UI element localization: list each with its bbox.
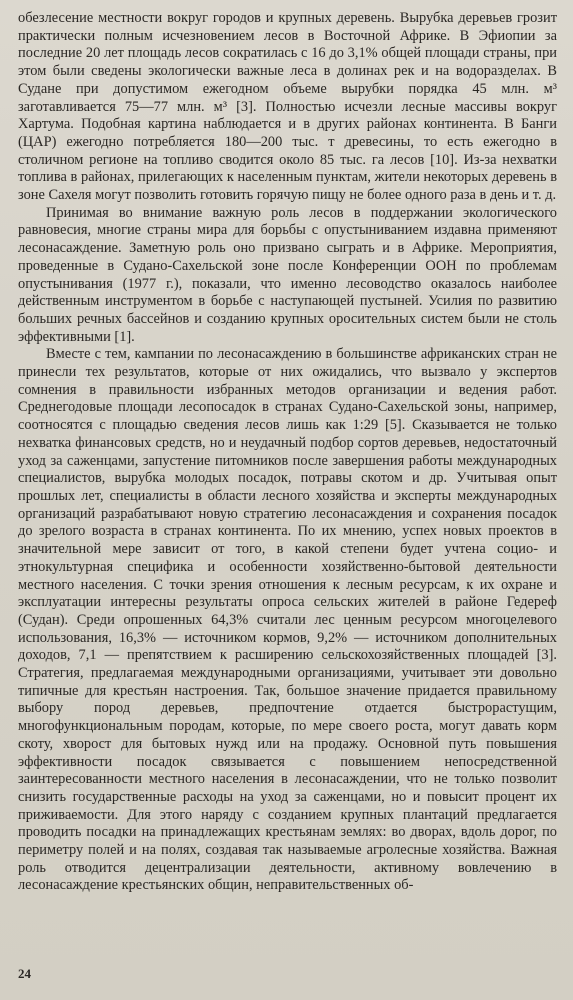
paragraph-2: Принимая во внимание важную роль лесов в поддержании экологического равновесия, многие страны мира для борьбы с опустыниванием издавна применяют лесонасаждение. Заметную роль оно призвано сыграть и в Африке. Мероприятия, проведенные в Судано-Сахельской зоне после Конференции ООН по проблемам опустынивания (1977 г.), показали, что именно лесоводство оказалось наиболее действенным инструментом в борьбе с наступающей пустыней. Усилия по развитию больших речных бассейнов и созданию крупных оросительных систем были не столь эффективными [1]. — [18, 204, 557, 345]
page-number: 24 — [18, 966, 31, 981]
paragraph-1: обезлесение местности вокруг городов и крупных деревень. Вырубка деревьев грозит практически полным исчезновением лесов в Восточной Африке. В Эфиопии за последние 20 лет площадь лесов сократилась с 16 до 3,1% общей площади страны, при этом были сведены экологически важные леса в долинах рек и на водоразделах. В Судане при допустимом ежегодном объеме вырубки порядка 45 млн. м³ заготавливается 75—77 млн. м³ [3]. Полностью исчезли лесные массивы вокруг Хартума. Подобная картина наблюдается и в других районах континента. В Банги (ЦАР) ежегодно потребляется 180—200 тыс. т древесины, то есть ежегодно в столичном регионе на топливо сводится около 85 тыс. га лесов [10]. Из-за нехватки топлива в районах, прилегающих к населенным пунктам, жители некоторых деревень в зоне Сахеля могут позволить готовить горячую пищу не более одного раза в день и т. д. — [18, 10, 557, 204]
paragraph-3: Вместе с тем, кампании по лесонасаждению в большинстве африканских стран не принесли тех результатов, которые от них ожидались, что вызвало у экспертов сомнения в правильности избранных методов организации и ведения работ. Среднегодовые площади лесопосадок в странах Судано-Сахельской зоны, например, соотносятся с площадью сведения лесов лишь как 1:29 [5]. Сказывается не только нехватка финансовых средств, но и неудачный подбор сортов деревьев, недостаточный уход за саженцами, запустение питомников после завершения работы международных специалистов, вырубка молодых посадок, потравы скотом и др. Учитывая опыт прошлых лет, специалисты в области лесного хозяйства и эксперты международных организаций разрабатывают новую стратегию лесонасаждения и сохранения посадок до зрелого возраста в странах континента. По их мнению, успех новых проектов в значительной мере зависит от того, в какой степени будет учтена социо- и этнокультурная специфика и особенности хозяйственно-бытовой деятельности местного населения. С точки зрения отношения к лесным ресурсам, к их охране и эксплуатации интересны результаты опроса сельских жителей в районе Гедереф (Судан). Среди опрошенных 64,3% считали лес ценным ресурсом многоцелевого использования, 16,3% — источником кормов, 9,2% — источником дополнительных доходов, 7,1 — препятствием к расширению сельскохозяйственных площадей [3]. Стратегия, предлагаемая международными организациями, учитывает эти довольно типичные для крестьян настроения. Так, большое значение придается правильному выбору пород деревьев, предпочтение отдается быстрорастущим, многофункциональным породам, которые, по мере своего роста, могут давать корм скоту, хворост для бытовых нужд или на продажу. Основной путь повышения эффективности посадок связывается с повышением непосредственной заинтересованности местного населения в лесонасаждении, что не только позволит снизить государственные расходы на уход за саженцами, но и повысит процент их приживаемости. Для этого наряду с созданием крупных плантаций предлагается проводить посадки на принадлежащих крестьянам землях: во дворах, вдоль дорог, по периметру полей и на полях, создавая так называемые агролесные хозяйства. Важная роль отводится децентрализации деятельности, активному вовлечению в лесонасаждение крестьянских общин, неправительственных об- — [18, 346, 557, 894]
